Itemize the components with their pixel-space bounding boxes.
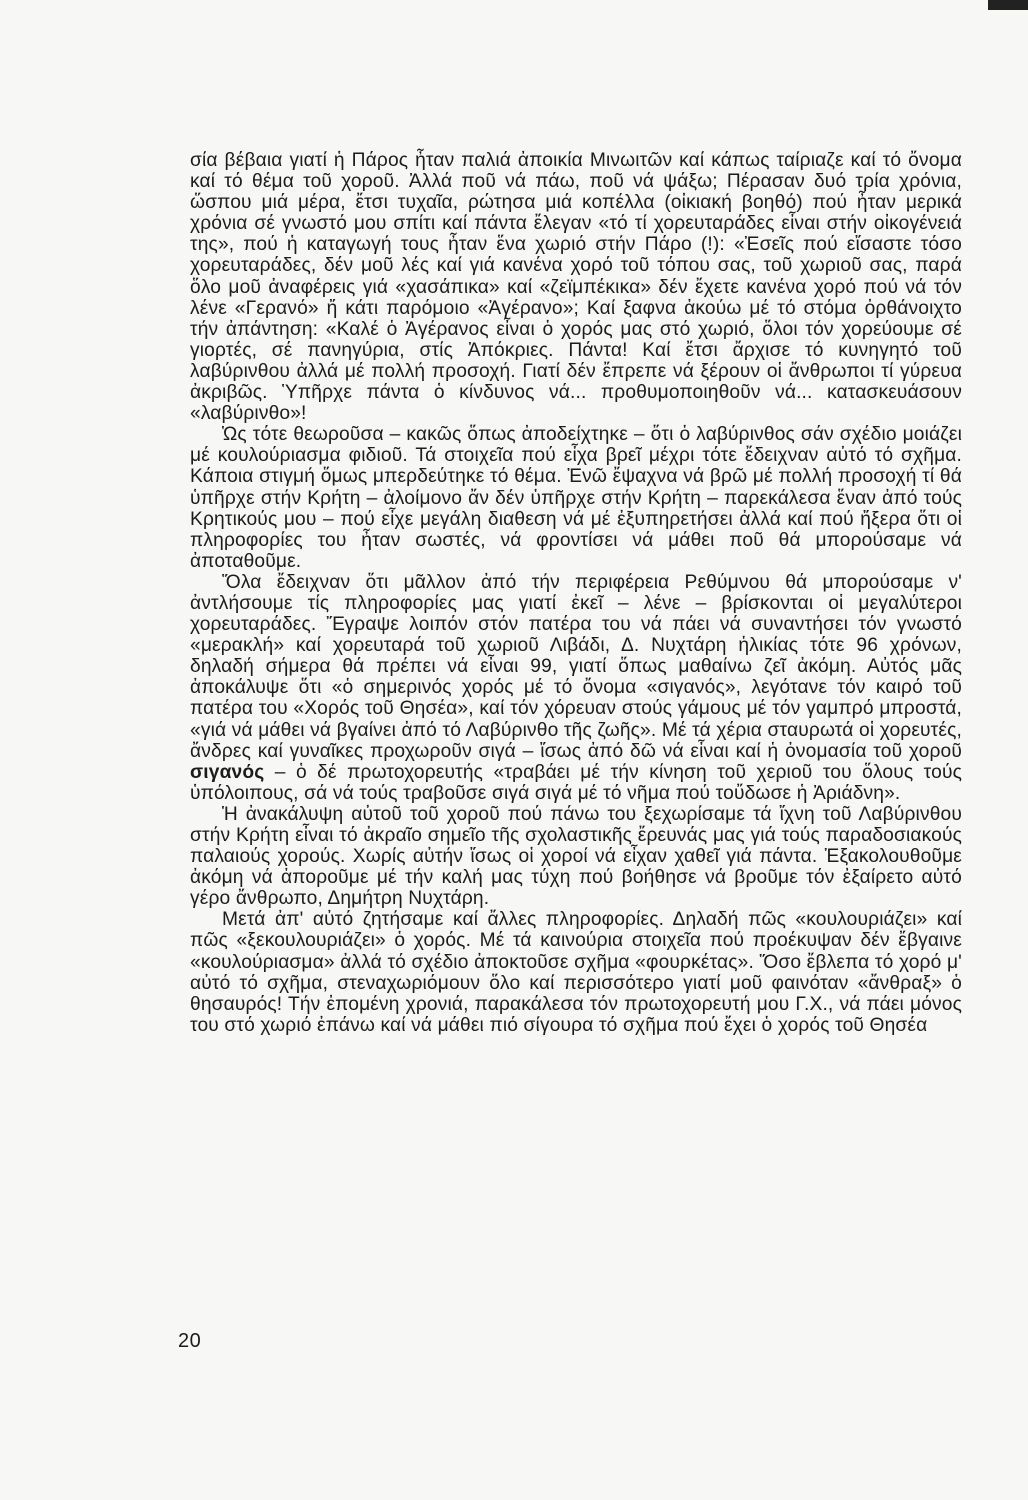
paragraph-5 <box>190 909 962 1036</box>
paragraph-3 <box>190 572 962 804</box>
paragraph-4-text: Ἡ ἀνακάλυψη αὐτοῦ τοῦ χοροῦ πού πάνω του ξεχωρίσαμε τά ἴχνη τοῦ Λαβύρινθου στήν Κρήτη εἶναι τό ἀκραῖο σημεῖο τῆς σχολαστικῆς ἔρευνάς μας γιά τούς παραδοσιακούς παλαιούς χορούς. Χωρίς αὐτήν ἴσως οἱ χοροί νά εἶχαν χαθεῖ γιά πάντα. Ἐξακολουθοῦμε ἀκόμη νά ἀποροῦμε μέ τήν καλή μας τύχη πού βοήθησε νά βροῦμε τόν ἐξαίρετο αὐτό γέρο ἄνθρωπο, Δημήτρη Νυχτάρη. <box>190 803 962 910</box>
paragraph-1 <box>190 150 962 424</box>
body-text <box>190 150 962 1036</box>
bold-term-siganos: σιγανός <box>190 761 265 783</box>
paragraph-3-text-start: Ὅλα ἔδειχναν ὅτι μᾶλλον ἀπό τήν περιφέρεια Ρεθύμνου θά μπορούσαμε ν' ἀντλήσουμε τίς πληροφορίες μας γιατί ἐκεῖ – λένε – βρίσκονται οἱ μεγαλύτεροι χορευταράδες. Ἔγραψε λοιπόν στόν πατέρα του νά πάει νά συναντήσει τόν γνωστό «μερακλή» καί χορευταρά τοῦ χωριοῦ Λιβάδι, Δ. Νυχτάρη ἡλικίας τότε 96 χρόνων, δηλαδή σήμερα θά πρέπει νά εἶναι 99, γιατί ὅπως μαθαίνω ζεῖ ἀκόμη. Αὐτός μᾶς ἀποκάλυψε ὅτι «ὁ σημερινός χορός μέ τό ὄνομα «σιγανός», λεγότανε τόν καιρό τοῦ πατέρα του «Χορός τοῦ Θησέα», καί τόν χόρευαν στούς γάμους μέ τόν γαμπρό μπροστά, «γιά νά μάθει νά βγαίνει ἀπό τό Λαβύρινθο τῆς ζωῆς». Μέ τά χέρια σταυρωτά οἱ χορευτές, ἄνδρες καί γυναῖκες προχωροῦν σιγά – ἴσως ἀπό δῶ νά εἶναι καί ἡ ὀνομασία τοῦ χοροῦ <box>190 571 962 762</box>
scan-corner-mark <box>988 0 1028 10</box>
paragraph-3-text-end: – ὁ δέ πρωτοχορευτής «τραβάει μέ τήν κίνηση τοῦ χεριοῦ του ὅλους τούς ὑπόλοιπους, σά νά τούς τραβοῦσε σιγά σιγά μέ τό νῆμα πού τοὔδωσε ἡ Ἀριάδνη». <box>190 761 962 804</box>
paragraph-2-text: Ὡς τότε θεωροῦσα – κακῶς ὅπως ἀποδείχτηκε – ὅτι ὁ λαβύρινθος σάν σχέδιο μοιάζει μέ κουλούριασμα φιδιοῦ. Τά στοιχεῖα πού εἶχα βρεῖ μέχρι τότε ἔδειχναν αὐτό τό σχῆμα. Κάποια στιγμή ὅμως μπερδεύτηκε τό θέμα. Ἐνῶ ἔψαχνα νά βρῶ μέ πολλή προσοχή τί θά ὑπῆρχε στήν Κρήτη – ἀλοίμονο ἄν δέν ὑπῆρχε στήν Κρήτη – παρεκάλεσα ἕναν ἀπό τούς Κρητικούς μου – πού εἶχε μεγάλη διαθεση νά μέ ἐξυπηρετήσει ἀλλά καί πού ἤξερα ὅτι οἱ πληροφορίες του ἦταν σωστές, νά φροντίσει νά μάθει ποῦ θά μπορούσαμε νά ἀποταθοῦμε. <box>190 424 962 572</box>
page-number: 20 <box>178 1330 202 1352</box>
paragraph-1-text: σία βέβαια γιατί ἡ Πάρος ἦταν παλιά ἀποικία Μινωιτῶν καί κάπως ταίριαζε καί τό ὄνομα καί τό θέμα τοῦ χοροῦ. Ἀλλά ποῦ νά πάω, ποῦ νά ψάξω; Πέρασαν δυό τρία χρόνια, ὥσπου μιά μέρα, ἔτσι τυχαῖα, ρώτησα μιά κοπέλλα (οἰκιακή βοηθό) πού ἦταν μερικά χρόνια σέ γνωστό μου σπίτι καί πάντα ἔλεγαν «τό τί χορευταράδες εἶναι στήν οἰκογένειά της», πού ἡ καταγωγή τους ἦταν ἕνα χωριό στήν Πάρο (!): «Ἐσεῖς πού εἴσαστε τόσο χορευταράδες, δέν μοῦ λές καί γιά κανένα χορό τοῦ τόπου σας, τοῦ χωριοῦ σας, παρά ὅλο μοῦ ἀναφέρεις γιά «χασάπικα» καί «ζεϊμπέκικα» δέν ἔχετε κανένα χορό πού νά τόν λένε «Γερανό» ἤ κάτι παρόμοιο «Ἀγέρανο»; Καί ξαφνα ἀκούω μέ τό στόμα ὀρθάνοιχτο τήν ἀπάντηση: «Καλέ ὁ Ἀγέρανος εἶναι ὁ χορός μας στό χωριό, ὅλοι τόν χορεύουμε σέ γιορτές, σέ πανηγύρια, στίς Ἀπόκριες. Πάντα! Καί ἔτσι ἄρχισε τό κυνηγητό τοῦ λαβύρινθου ἀλλά μέ πολλή προσοχή. Γιατί δέν ἔπρεπε νά ξέρουν οἱ ἄνθρωποι τί γύρευα ἀκριβῶς. Ὑπῆρχε πάντα ὁ κίνδυνος νά... προθυμοποιηθοῦν νά... κατασκευάσουν «λαβύρινθο»! <box>190 150 962 425</box>
paragraph-4 <box>190 804 962 909</box>
paragraph-2 <box>190 424 962 572</box>
paragraph-5-text: Μετά ἀπ' αὐτό ζητήσαμε καί ἄλλες πληροφορίες. Δηλαδή πῶς «κουλουριάζει» καί πῶς «ξεκουλουριάζει» ὁ χορός. Μέ τά καινούρια στοιχεῖα πού προέκυψαν δέν ἔβγαινε «κουλούριασμα» ἀλλά τό σχέδιο ἀποκτοῦσε σχῆμα «φουρκέτας». Ὅσο ἔβλεπα τό χορό μ' αὐτό τό σχῆμα, στεναχωριόμουν ὅλο καί περισσότερο γιατί μοῦ φαινόταν «ἄνθραξ» ὁ θησαυρός! Τήν ἐπομένη χρονιά, παρακάλεσα τόν πρωτοχορευτή μου Γ.Χ., νά πάει μόνος του στό χωριό ἐπάνω καί νά μάθει πιό σίγουρα τό σχῆμα πού ἔχει ὁ χορός τοῦ Θησέα <box>190 909 962 1036</box>
